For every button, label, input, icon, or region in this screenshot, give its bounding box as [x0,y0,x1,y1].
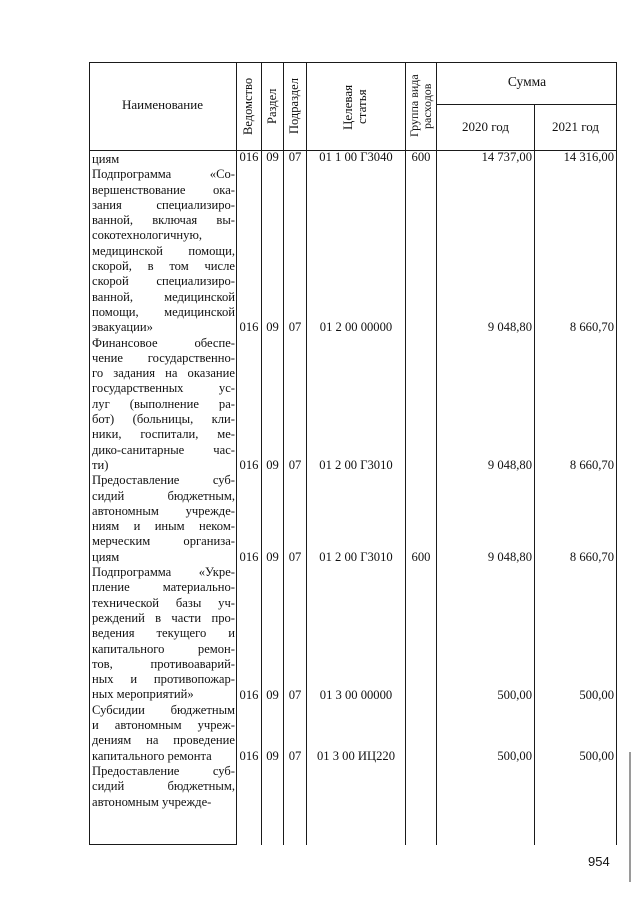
row-name-line: Предоставление суб- [92,473,235,488]
row-sum-2021: 8 660,70 [569,549,614,564]
row-sum-2021: 500,00 [579,687,614,702]
row-tselevaya: 01 2 00 Г3010 [319,549,393,564]
row-sum-2020: 500,00 [497,748,532,763]
table-bottom-border [89,844,236,845]
header-name: Наименование [122,97,203,112]
row-vedomstvo: 016 [239,549,259,564]
row-name [92,565,235,703]
header-gruppa [408,64,434,148]
row-name-line: ванной, медицинской [92,289,235,304]
row-sum-2020: 9 048,80 [487,458,532,472]
row-name-line: пление материально- [92,580,235,595]
row-name-line: Подпрограмма «Со- [92,167,235,182]
row-name-line: вершенствование ока- [92,182,235,197]
row-podrazdel: 07 [288,549,302,564]
row-gruppa: 600 [411,549,431,564]
row-name-line: сокотехнологичную, [92,228,203,243]
row-podrazdel: 07 [288,748,302,763]
row-name-line: Субсидии бюджетным [92,702,235,717]
row-name-line: капитального ремонта [92,748,212,763]
row-name-line: автономным учрежде- [92,794,212,809]
row-razdel: 09 [266,549,279,564]
row-name-line: го задания на оказание [92,366,235,381]
row-tselevaya: 01 3 00 00000 [319,687,393,702]
col-divider-7 [534,104,535,845]
header-tselevaya [341,72,369,142]
col-divider-5 [405,62,406,845]
row-podrazdel: 07 [288,320,302,335]
row-name-line: технической базы уч- [92,595,235,610]
scan-edge-mark [629,752,631,882]
col-divider-4 [306,62,307,845]
header-razdel: Раздел [265,88,279,124]
header-year-2020: 2020 год [462,119,509,134]
row-name-line: Финансовое обеспе- [92,335,235,350]
row-name-line: и автономным учреж- [92,718,235,733]
row-name-line: ванной, включая вы- [92,213,235,228]
row-name-line: циям [92,152,120,166]
row-sum-2021: 8 660,70 [569,320,614,335]
row-name-line: мерческим организа- [92,534,235,549]
row-name-line: бот) (больницы, кли- [92,412,235,427]
row-tselevaya: 01 2 00 Г3010 [319,458,393,472]
row-name-line: тов, противоаварий- [92,656,235,671]
row-podrazdel: 07 [288,687,302,702]
row-name-line: циям [92,549,120,564]
row-name-line: помощи, медицинской [92,304,235,319]
row-name-line: сидий бюджетным, [92,779,235,794]
col-divider-6 [436,62,437,845]
row-name-line: сидий бюджетным, [92,488,235,503]
row-name-line: эвакуации» [92,320,153,335]
row-tselevaya: 01 3 00 ИЦ220 [316,748,395,763]
row-gruppa: 600 [411,150,431,164]
row-razdel: 09 [266,687,279,702]
row-razdel: 09 [266,748,279,763]
row-name-line: реждений в части про- [92,610,235,625]
row-vedomstvo: 016 [239,748,259,763]
row-name-line: ти) [92,457,109,472]
row-sum-2021: 500,00 [579,748,614,763]
row-podrazdel: 07 [288,150,302,164]
row-name-line: Подпрограмма «Укре- [92,565,235,580]
row-name-line: ведения текущего и [92,626,235,641]
row-name-line: дико-санитарные час- [92,442,235,457]
row-podrazdel: 07 [288,458,302,472]
row-vedomstvo: 016 [239,458,259,472]
row-name-line: скорой специализиро- [92,274,235,289]
table-left-border [89,62,90,845]
row-name-line: ных мероприятий» [92,687,194,702]
summa-divider [436,104,617,105]
row-sum-2021: 14 316,00 [563,150,614,164]
row-sum-2021: 8 660,70 [569,458,614,472]
row-name-line: зания специализиро- [92,197,235,212]
row-name-line: Предоставление суб- [92,764,235,778]
table-right-border [616,62,617,845]
row-name-line: автономным учрежде- [92,503,235,518]
header-vedomstvo: Ведомство [241,77,255,135]
row-name-line: дениям на проведение [92,733,235,748]
table-top-border [89,62,617,63]
row-name [92,336,235,474]
row-razdel: 09 [266,458,279,472]
col-divider-1 [236,62,237,845]
col-divider-3 [283,62,284,845]
row-sum-2020: 9 048,80 [487,549,532,564]
header-summa: Сумма [507,74,547,89]
col-divider-2 [261,62,262,845]
row-tselevaya: 01 1 00 Г3040 [319,150,393,164]
row-name [92,473,235,565]
budget-table [89,62,617,845]
row-name-line: капитального ремон- [92,641,235,656]
row-name-line: луг (выполнение ра- [92,396,235,411]
row-name-line: ниям и иным неком- [92,519,235,534]
row-tselevaya: 01 2 00 00000 [319,320,393,335]
header-year-2021: 2021 год [552,119,599,134]
row-name [92,152,235,167]
row-sum-2020: 9 048,80 [487,320,532,335]
row-sum-2020: 500,00 [497,687,532,702]
page-number: 954 [588,854,610,869]
row-name-line: скорой, в том числе [92,259,235,274]
row-razdel: 09 [266,320,279,335]
row-sum-2020: 14 737,00 [481,150,532,164]
row-vedomstvo: 016 [239,687,259,702]
header-tselevaya-text: Целевая статья [340,84,369,130]
row-vedomstvo: 016 [239,320,259,335]
header-podrazdel: Подраздел [287,78,301,134]
header-gruppa-text: Группа вида расходов [407,74,434,138]
row-name-line: ных и противопожар- [92,672,235,687]
row-name-line: медицинской помощи, [92,243,235,258]
row-name-line: чение государственно- [92,350,235,365]
row-name [92,703,235,764]
row-vedomstvo: 016 [239,150,259,164]
row-name [92,167,235,335]
row-razdel: 09 [266,150,279,164]
row-name [92,764,235,810]
row-name-line: ники, госпитали, ме- [92,427,235,442]
row-name-line: государственных ус- [92,381,235,396]
